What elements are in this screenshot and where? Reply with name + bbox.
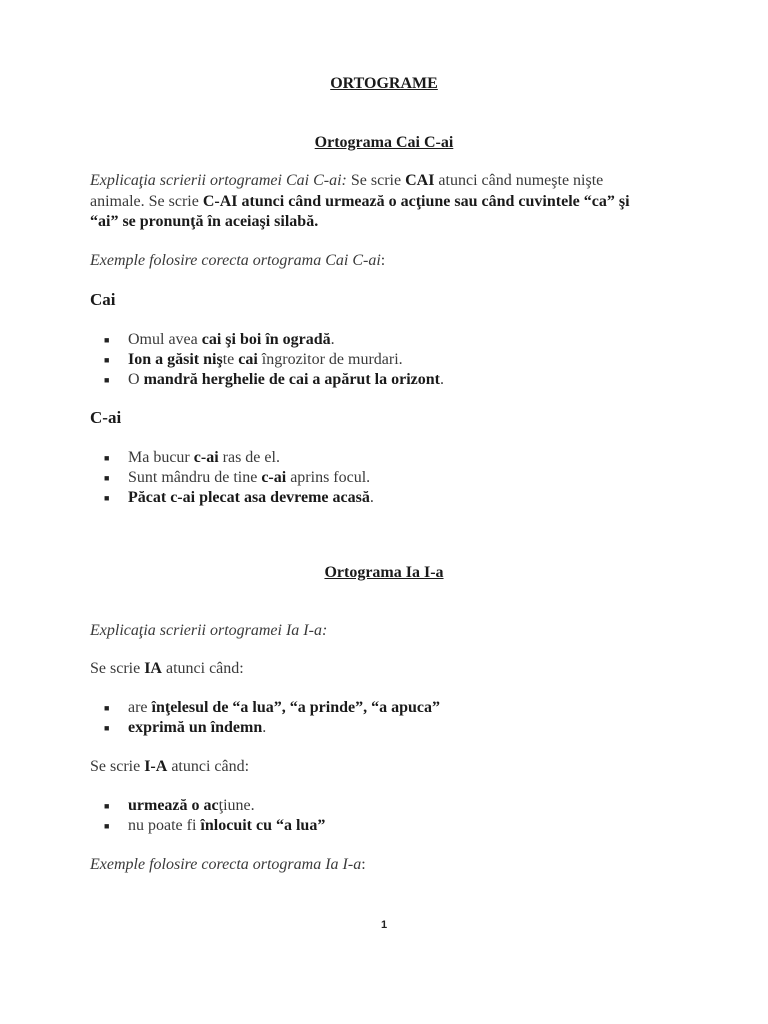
subheading-cai: Cai — [90, 290, 116, 309]
rule-i-a — [90, 757, 249, 777]
bullet-icon: ■ — [104, 355, 110, 365]
section-heading-cai: Ortograma Cai C-ai — [314, 134, 454, 151]
text-run: c-ai — [193, 449, 219, 466]
page-title: ORTOGRAME — [330, 75, 438, 92]
text-run: Ion a găsit niş — [128, 351, 223, 368]
bullet-icon: ■ — [104, 453, 110, 463]
section-heading-ia: Ortograma Ia I-a — [324, 564, 444, 581]
keyword-ia: IA — [144, 660, 162, 677]
text-run: c-ai — [261, 469, 287, 486]
text-run: : — [361, 856, 366, 873]
examples-intro-label: Exemple folosire corecta ortograma Ia I-a — [90, 856, 362, 873]
text-run: Omul avea — [128, 331, 202, 348]
page-number: 1 — [380, 919, 388, 931]
explanation-line-1 — [90, 171, 603, 191]
text-run: atunci când: — [161, 660, 244, 677]
examples-intro-cai — [90, 251, 385, 271]
text-run: Se scrie — [90, 758, 145, 775]
text-run: exprimă un îndemn — [128, 719, 263, 736]
text-run: ras de el. — [218, 449, 280, 466]
text-run: urmează o ac — [128, 797, 219, 814]
text-run: Păcat c-ai plecat asa devreme acasă — [128, 489, 370, 506]
keyword-i-a: I-A — [144, 758, 168, 775]
list-item — [90, 796, 325, 816]
bullet-icon: ■ — [104, 703, 110, 713]
bullet-icon: ■ — [104, 493, 110, 503]
list-item — [90, 718, 440, 738]
c-ai-example-list — [90, 448, 374, 508]
ia-rule-list — [90, 698, 440, 738]
examples-intro-ia — [90, 855, 366, 875]
list-item — [90, 350, 444, 370]
subheading-c-ai: C-ai — [90, 408, 122, 427]
list-item — [90, 816, 325, 836]
text-run: animale. Se scrie — [90, 193, 203, 210]
text-run: . — [262, 719, 267, 736]
text-run: Se scrie — [346, 172, 406, 189]
text-run: atunci când numeşte nişte — [434, 172, 604, 189]
text-run: te — [222, 351, 239, 368]
text-run: atunci când urmează o acţiune sau când cuvintele “ca” şi — [237, 193, 630, 210]
cai-example-list — [90, 330, 444, 390]
text-run: nu poate fi — [128, 817, 201, 834]
i-a-rule-list — [90, 796, 325, 836]
bullet-icon: ■ — [104, 821, 110, 831]
text-run: înlocuit cu “a lua” — [200, 817, 326, 834]
text-run: are — [128, 699, 152, 716]
text-run: mandră herghelie de cai a apărut la orizont — [143, 371, 440, 388]
text-run: . — [369, 489, 374, 506]
list-item — [90, 448, 374, 468]
list-item — [90, 468, 374, 488]
text-run: O — [128, 371, 144, 388]
explanation-ia: Explicaţia scrierii ortogramei Ia I-a: — [90, 622, 328, 639]
bullet-icon: ■ — [104, 335, 110, 345]
text-run: înţelesul de “a lua”, “a prinde”, “a apuca” — [151, 699, 441, 716]
rule-ia — [90, 659, 244, 679]
explanation-label: Explicaţia scrierii ortogramei Cai C-ai: — [90, 172, 347, 189]
text-run: cai şi boi în ogradă — [201, 331, 331, 348]
text-run: atunci când: — [167, 758, 250, 775]
bullet-icon: ■ — [104, 375, 110, 385]
list-item — [90, 370, 444, 390]
text-run: Se scrie — [90, 660, 145, 677]
explanation-line-2 — [90, 192, 630, 212]
text-run: aprins focul. — [286, 469, 371, 486]
text-run: : — [380, 252, 386, 269]
text-run: îngrozitor de murdari. — [257, 351, 403, 368]
examples-intro-label: Exemple folosire corecta ortograma Cai C-ai — [90, 252, 381, 269]
keyword-cai: CAI — [405, 172, 435, 189]
list-item — [90, 330, 444, 350]
text-run: . — [439, 371, 444, 388]
bullet-icon: ■ — [104, 801, 110, 811]
keyword-c-ai: C-AI — [202, 193, 238, 210]
list-item — [90, 488, 374, 508]
text-run: Ma bucur — [128, 449, 194, 466]
bullet-icon: ■ — [104, 473, 110, 483]
explanation-line-3: “ai” se pronunţă în aceiaşi silabă. — [90, 213, 319, 230]
text-run: ţiune. — [218, 797, 255, 814]
bullet-icon: ■ — [104, 723, 110, 733]
text-run: . — [330, 331, 335, 348]
list-item — [90, 698, 440, 718]
text-run: cai — [238, 351, 258, 368]
text-run: Sunt mândru de tine — [128, 469, 262, 486]
